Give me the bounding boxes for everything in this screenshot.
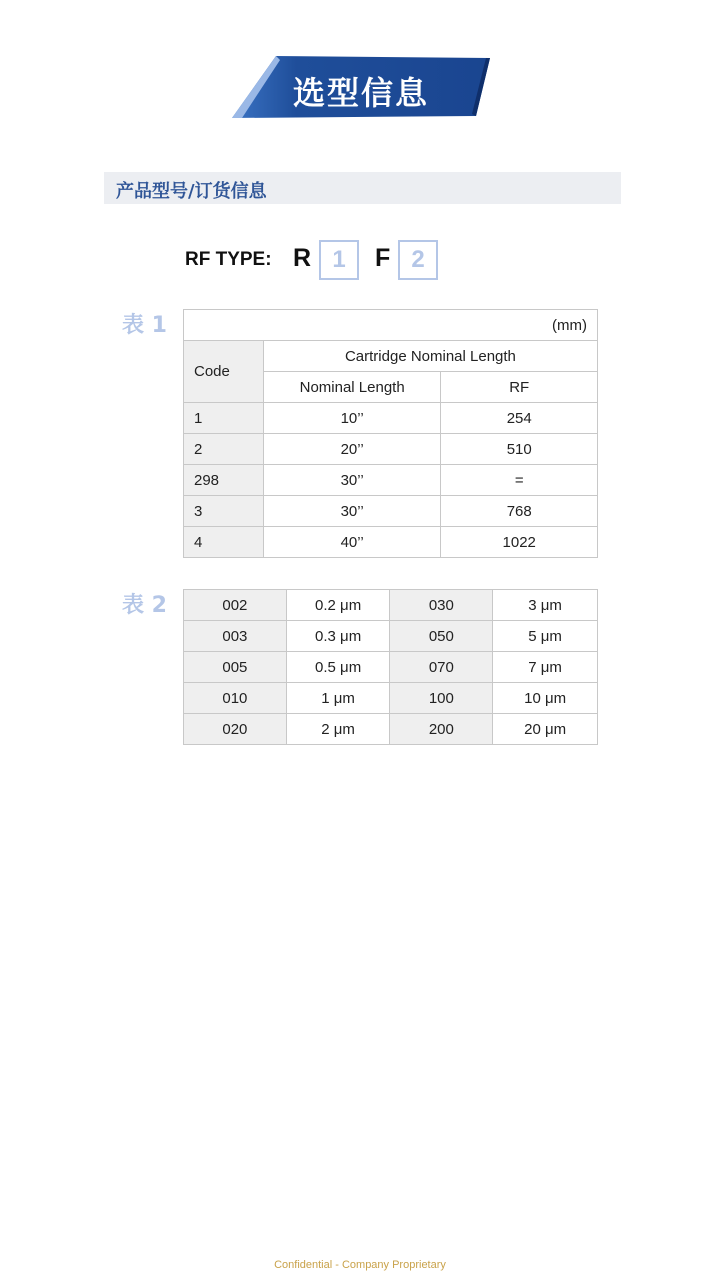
pore-size-cell: 1 μm [286, 683, 390, 714]
section-header [104, 172, 621, 204]
table-row [184, 434, 598, 465]
rf-cell: = [441, 465, 598, 496]
rf-cell: 1022 [441, 527, 598, 558]
pore-size-cell: 3 μm [493, 590, 598, 621]
pore-code-cell: 100 [390, 683, 493, 714]
table-1-header-row [184, 341, 598, 372]
rf-middle-letter: F [375, 244, 391, 272]
table-2 [183, 589, 598, 745]
pore-code-cell: 050 [390, 621, 493, 652]
rf-slot-2-box: 2 [398, 240, 438, 280]
code-cell: 4 [184, 527, 264, 558]
section-title: 产品型号/订货信息 [116, 181, 267, 202]
unit-cell: (mm) [184, 310, 598, 341]
pore-size-cell: 10 μm [493, 683, 598, 714]
table-1-unit-row [184, 310, 598, 341]
nominal-cell: 10’’ [263, 403, 441, 434]
table-row [184, 714, 598, 745]
rf-cell: 510 [441, 434, 598, 465]
pore-size-cell: 7 μm [493, 652, 598, 683]
footer-confidential: Confidential - Company Proprietary [274, 1259, 446, 1271]
nominal-cell: 40’’ [263, 527, 441, 558]
code-header: Code [184, 341, 264, 403]
rf-header: RF [441, 372, 598, 403]
table-row [184, 496, 598, 527]
table-row [184, 590, 598, 621]
group-header: Cartridge Nominal Length [263, 341, 597, 372]
pore-size-cell: 5 μm [493, 621, 598, 652]
code-cell: 2 [184, 434, 264, 465]
rf-prefix-letter: R [293, 244, 312, 272]
banner-title: 选型信息 [292, 74, 429, 112]
table-row [184, 527, 598, 558]
rf-slot-1-box: 1 [319, 240, 359, 280]
table-row [184, 465, 598, 496]
table-1-label: 表 1 [122, 313, 167, 338]
code-cell: 298 [184, 465, 264, 496]
nominal-cell: 30’’ [263, 465, 441, 496]
title-banner [232, 56, 490, 120]
nominal-length-header: Nominal Length [263, 372, 441, 403]
pore-code-cell: 200 [390, 714, 493, 745]
table-1 [183, 309, 598, 558]
rf-cell: 768 [441, 496, 598, 527]
code-cell: 1 [184, 403, 264, 434]
pore-code-cell: 030 [390, 590, 493, 621]
table-row [184, 683, 598, 714]
pore-size-cell: 0.5 μm [286, 652, 390, 683]
code-cell: 3 [184, 496, 264, 527]
nominal-cell: 20’’ [263, 434, 441, 465]
table-row [184, 621, 598, 652]
pore-code-cell: 005 [184, 652, 287, 683]
rf-type-label: RF TYPE: [185, 249, 272, 270]
table-row [184, 403, 598, 434]
pore-size-cell: 2 μm [286, 714, 390, 745]
table-2-label: 表 2 [122, 593, 167, 618]
rf-cell: 254 [441, 403, 598, 434]
pore-code-cell: 003 [184, 621, 287, 652]
table-row [184, 652, 598, 683]
pore-code-cell: 070 [390, 652, 493, 683]
pore-size-cell: 0.2 μm [286, 590, 390, 621]
pore-size-cell: 20 μm [493, 714, 598, 745]
nominal-cell: 30’’ [263, 496, 441, 527]
pore-size-cell: 0.3 μm [286, 621, 390, 652]
pore-code-cell: 002 [184, 590, 287, 621]
pore-code-cell: 010 [184, 683, 287, 714]
pore-code-cell: 020 [184, 714, 287, 745]
